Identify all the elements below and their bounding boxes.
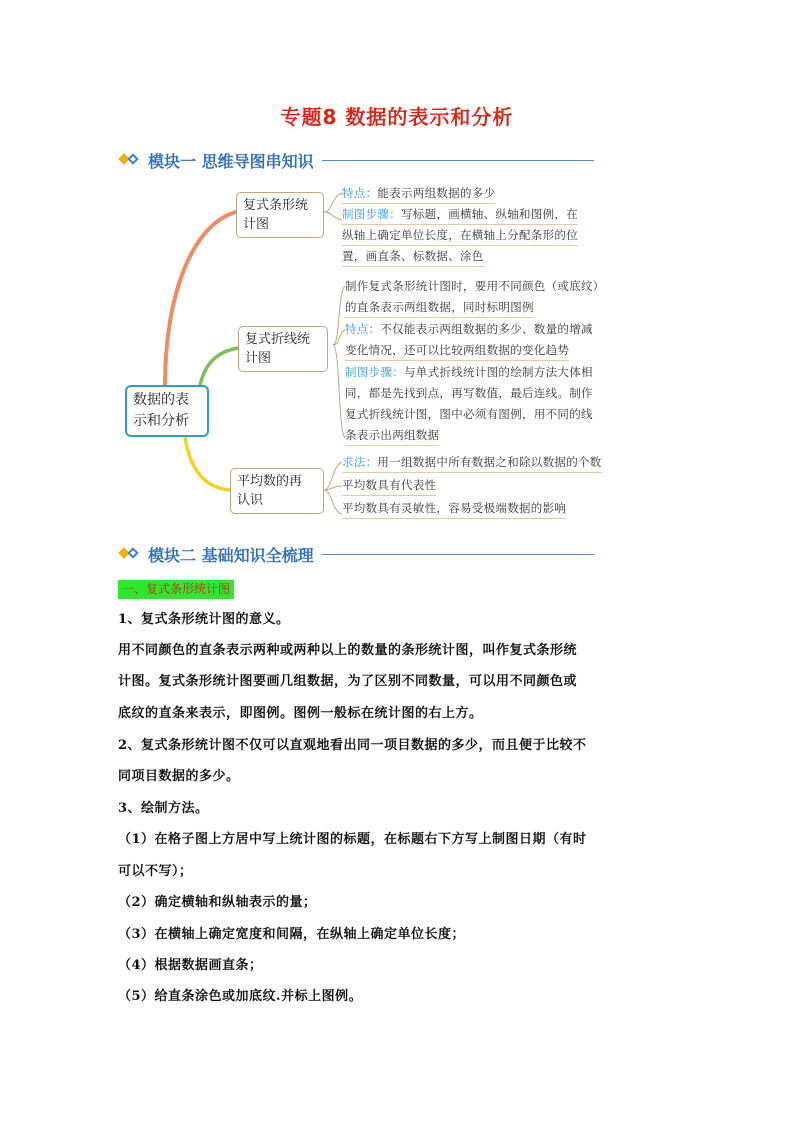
branch-line: 认识 xyxy=(237,493,264,508)
root-line: 示和分析 xyxy=(133,413,189,429)
paragraph-line: 计图。复式条形统计图要画几组数据，为了区别不同数量，可以用不同颜色或 xyxy=(118,674,578,689)
root-line: 数据的表 xyxy=(133,392,189,408)
paragraph-line: （3）在横轴上确定宽度和间隔，在纵轴上确定单位长度； xyxy=(118,927,466,942)
mindmap-branch-bar-chart xyxy=(236,192,324,238)
leaf-line: 制图步骤：写标题，画横轴、纵轴和图例，在 xyxy=(342,204,578,225)
branch-line: 复式条形统 xyxy=(243,198,309,213)
diamond-icon xyxy=(118,547,144,561)
leaf-line: 特点：不仅能表示两组数据的多少、数量的增减 xyxy=(345,322,593,336)
leaf-line: 平均数具有代表性 xyxy=(342,475,436,496)
leaf-line: 同，都是先找到点，再写数值，最后连线。制作 xyxy=(345,386,593,400)
module-two-title: 模块二 基础知识全梳理 xyxy=(148,545,314,565)
paragraph-line: 底纹的直条来表示，即图例。图例一般标在统计图的右上方。 xyxy=(118,706,483,721)
paragraph-line: 3、绘制方法。 xyxy=(118,801,209,816)
leaf-line: 置，画直条、标数据、涂色 xyxy=(342,246,484,267)
branch-line: 复式折线统 xyxy=(245,332,311,347)
paragraph-line: （1）在格子图上方居中写上统计图的标题，在标题右下方写上制图日期（有时 xyxy=(118,832,587,847)
paragraph-line: （2）确定横轴和纵轴表示的量； xyxy=(118,895,317,910)
leaf-line: 变化情况，还可以比较两组数据的变化趋势 xyxy=(345,340,569,361)
branch-line: 平均数的再 xyxy=(237,474,303,489)
diamond-icon xyxy=(118,153,144,167)
module-two-header xyxy=(118,541,594,567)
page-title: 专题8 数据的表示和分析 xyxy=(280,105,514,129)
leaf-line: 纵轴上确定单位长度，在横轴上分配条形的位 xyxy=(342,225,578,246)
leaf-line: 制作复式条形统计图时，要用不同颜色（或底纹） xyxy=(345,279,605,293)
mindmap-root xyxy=(125,385,209,437)
mindmap-branch-average xyxy=(230,468,324,514)
leaf-line: 制图步骤：与单式折线统计图的绘制方法大体相 xyxy=(345,365,593,379)
branch-line: 计图 xyxy=(243,217,270,232)
paragraph-line: （4）根据数据画直条； xyxy=(118,958,263,973)
leaf-line: 条表示出两组数据 xyxy=(345,425,439,446)
module-one-header xyxy=(118,147,594,173)
divider-line xyxy=(322,554,594,555)
paragraph-line: 可以不写）； xyxy=(118,864,193,879)
branch-line: 计图 xyxy=(245,351,272,366)
leaf-line: 复式折线统计图，图中必须有图例，用不同的线 xyxy=(345,407,593,421)
leaf-line: 求法：用一组数据中所有数据之和除以数据的个数 xyxy=(342,452,602,473)
paragraph-line: 同项目数据的多少。 xyxy=(118,769,240,784)
section-heading: 一、复式条形统计图 xyxy=(118,580,234,599)
mindmap-branch-line-chart xyxy=(238,326,328,372)
leaf-line: 的直条表示两组数据，同时标明图例 xyxy=(345,297,534,318)
paragraph-line: 1、复式条形统计图的意义。 xyxy=(118,612,290,627)
paragraph-line: 用不同颜色的直条表示两种或两种以上的数量的条形统计图，叫作复式条形统 xyxy=(118,643,578,658)
divider-line xyxy=(322,160,594,161)
paragraph-line: 2、复式条形统计图不仅可以直观地看出同一项目数据的多少，而且便于比较不 xyxy=(118,738,587,753)
module-one-title: 模块一 思维导图串知识 xyxy=(148,151,314,171)
leaf-line: 平均数具有灵敏性，容易受极端数据的影响 xyxy=(342,498,566,519)
paragraph-line: （5）给直条涂色或加底纹.并标上图例。 xyxy=(118,989,363,1004)
leaf-line: 特点：能表示两组数据的多少 xyxy=(342,183,495,204)
